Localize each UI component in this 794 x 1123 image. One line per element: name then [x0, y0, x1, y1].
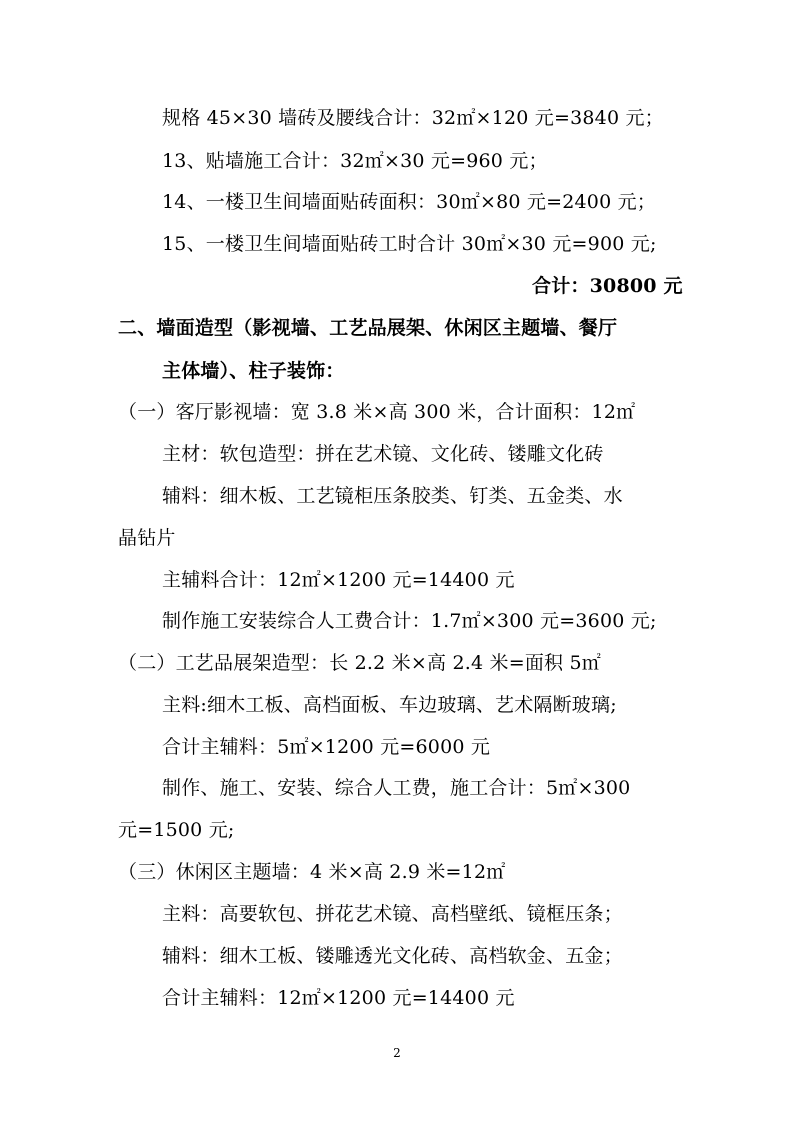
subsection-1-auxiliary-material-line-1: 辅料：细木板、工艺镜柜压条胶类、钉类、五金类、水 — [162, 485, 623, 507]
subsection-3-main-material: 主料：高要软包、拼花艺术镜、高档壁纸、镜框压条； — [162, 903, 623, 925]
page-number: 2 — [393, 1046, 401, 1060]
item-14-line: 14、一楼卫生间墙面贴砖面积：30㎡×80 元=2400 元； — [162, 191, 657, 213]
item-15-line: 15、一楼卫生间墙面贴砖工时合计 30㎡×30 元=900 元; — [162, 233, 657, 255]
subsection-3-material-total: 合计主辅料：12㎡×1200 元=14400 元 — [162, 987, 515, 1009]
section-total-line: 合计：30800 元 — [532, 275, 683, 297]
section-2-heading-line-1: 二、墙面造型（影视墙、工艺品展架、休闲区主题墙、餐厅 — [118, 317, 618, 339]
item-13-line: 13、贴墙施工合计：32㎡×30 元=960 元； — [162, 150, 548, 172]
section-2-heading-line-2: 主体墙）、柱子装饰： — [162, 360, 345, 382]
subsection-2-labor-line-1: 制作、施工、安装、综合人工费，施工合计：5㎡×300 — [162, 777, 631, 799]
subsection-2-heading: （二）工艺品展架造型：长 2.2 米×高 2.4 米=面积 5㎡ — [118, 652, 601, 674]
subsection-3-heading: （三）休闲区主题墙：4 米×高 2.9 米=12㎡ — [118, 861, 506, 883]
subsection-2-main-material: 主料:细木工板、高档面板、车边玻璃、艺术隔断玻璃; — [162, 694, 617, 716]
wall-tile-total-line: 规格 45×30 墙砖及腰线合计：32㎡×120 元=3840 元； — [162, 107, 664, 129]
subsection-2-labor-line-2: 元=1500 元; — [118, 819, 235, 841]
subsection-3-auxiliary-material: 辅料：细木工板、镂雕透光文化砖、高档软金、五金； — [162, 945, 623, 967]
subsection-1-material-total: 主辅料合计：12㎡×1200 元=14400 元 — [162, 569, 515, 591]
subsection-2-material-total: 合计主辅料：5㎡×1200 元=6000 元 — [162, 736, 491, 758]
subsection-1-main-material: 主材：软包造型：拼在艺术镜、文化砖、镂雕文化砖 — [162, 443, 604, 465]
subsection-1-heading: （一）客厅影视墙：宽 3.8 米×高 300 米，合计面积：12㎡ — [118, 401, 636, 423]
subsection-1-auxiliary-material-line-2: 晶钻片 — [118, 527, 176, 549]
subsection-1-labor-total: 制作施工安装综合人工费合计：1.7㎡×300 元=3600 元; — [162, 610, 657, 632]
